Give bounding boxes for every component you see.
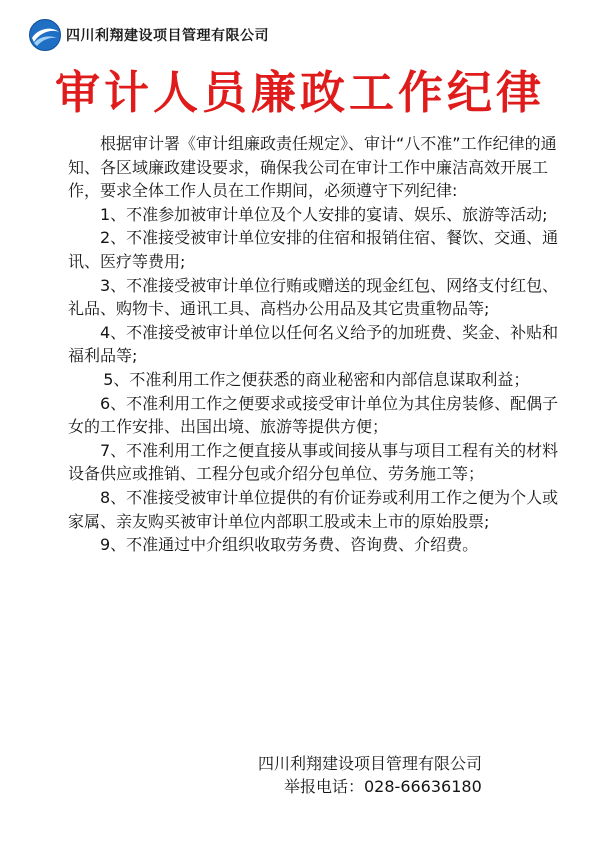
footer-company-name: 四川利翔建设项目管理有限公司 xyxy=(258,754,483,773)
rule-item-2: 2、不准接受被审计单位安排的住宿和报销住宿、餐饮、交通、通讯、医疗等费用; xyxy=(68,228,559,271)
rule-item-4: 4、不准接受被审计单位以任何名义给予的加班费、奖金、补贴和福利品等; xyxy=(68,322,559,366)
rule-item-8: 8、不准接受被审计单位提供的有价证券或利用工作之便为个人或家属、亲友购买被审计单位内部职工股或未上市的原始股票; xyxy=(68,487,559,531)
report-hotline: 举报电话：028-66636180 xyxy=(284,777,482,796)
rule-item-5: 5、不准利用工作之便获悉的商业秘密和内部信息谋取利益； xyxy=(103,369,530,389)
notice-footer xyxy=(258,752,588,798)
header-company-name: 四川利翔建设项目管理有限公司 xyxy=(66,28,269,44)
rule-item-9: 9、不准通过中介组织收取劳务费、咨询费、介绍费。 xyxy=(100,535,479,555)
page-title: 审计人员廉政工作纪律 xyxy=(54,66,545,119)
rule-item-3: 3、不准接受被审计单位行贿或赠送的现金红包、网络支付红包、礼品、购物卡、通讯工具、高档办公用品及其它贵重物品等; xyxy=(68,275,559,319)
company-header-bar xyxy=(28,18,269,52)
company-logo-icon xyxy=(28,18,62,52)
rule-item-7: 7、不准利用工作之便直接从事或间接从事与项目工程有关的材料设备供应或推销、工程分包或介绍分包单位、劳务施工等； xyxy=(68,440,559,484)
rule-item-6: 6、不准利用工作之便要求或接受审计单位为其住房装修、配偶子女的工作安排、出国出境、旅游等提供方便； xyxy=(68,393,559,437)
intro-paragraph: 根据审计署《审计组廉政责任规定》、审计“八不准”工作纪律的通知、各区域廉政建设要求，确保我公司在审计工作中廉洁高效开展工作，要求全体工作人员在工作期间，必须遵守下列纪律: xyxy=(68,134,557,201)
rule-item-1: 1、不准参加被审计单位及个人安排的宴请、娱乐、旅游等活动; xyxy=(100,204,548,224)
notice-body xyxy=(68,132,568,557)
